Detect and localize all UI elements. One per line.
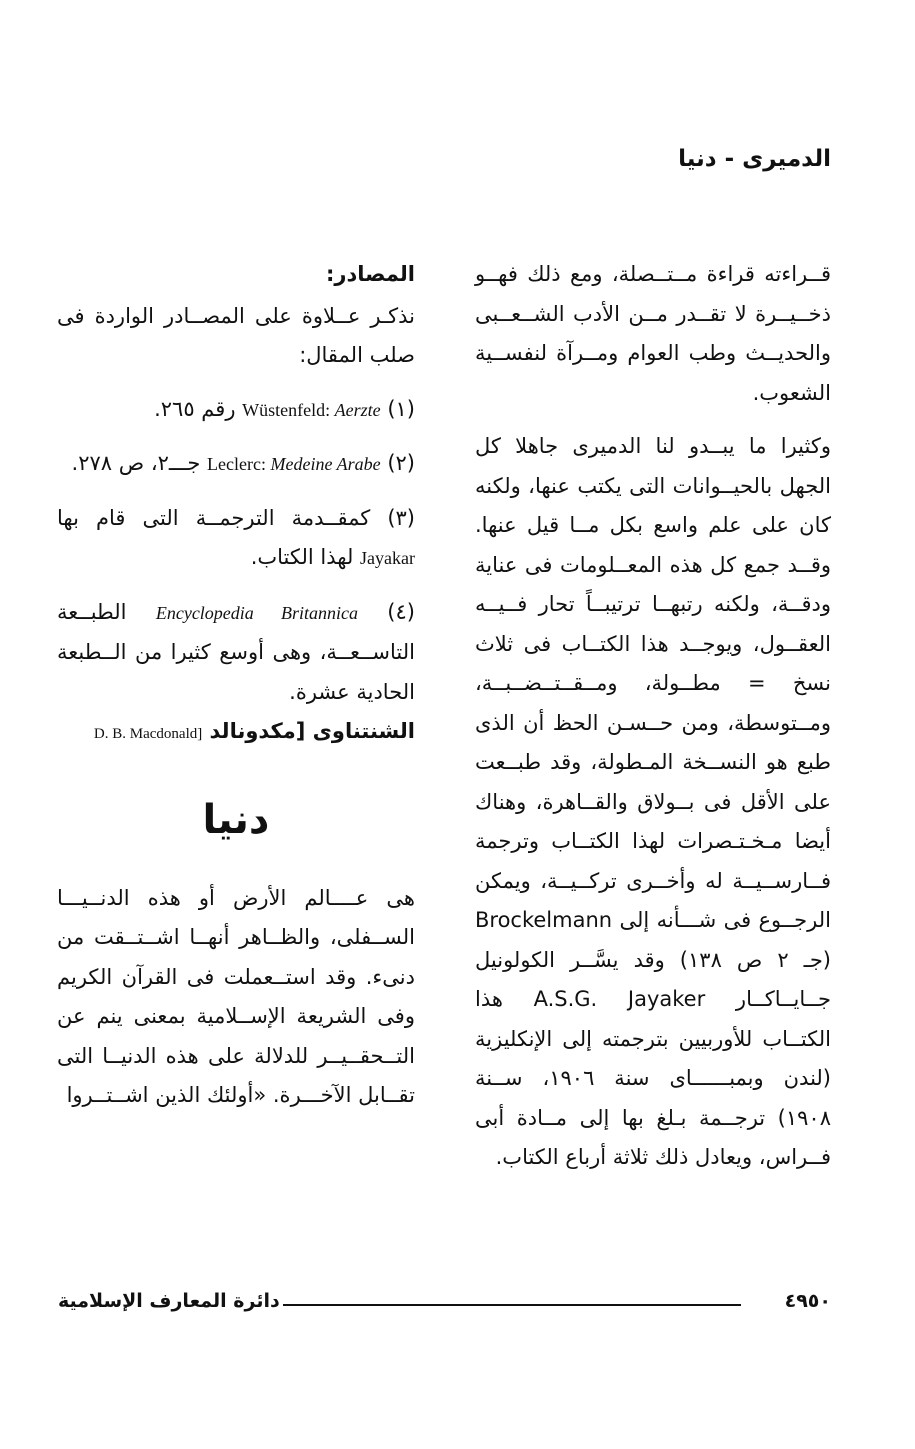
source-number: (٣) [387, 505, 415, 530]
paragraph: قــراءته قراءة مــتــصلة، ومع ذلك فهــو ذخــيــرة لا تقــدر مــن الأدب الشــعــبى والحديــث وطب العوام ومــرآة لنفســية الشعوب. [475, 262, 831, 405]
source-detail: لهذا الكتاب. [250, 545, 354, 569]
article-title: دنيا [202, 796, 270, 843]
source-number: (٢) [387, 451, 415, 475]
source-number: (١) [387, 396, 415, 421]
source-item-3 [57, 499, 415, 579]
source-detail: الطبــعة التاســعــة، وهى أوسع كثيرا من الــطبعة الحادية عشرة. [57, 599, 415, 704]
source-item-1 [57, 390, 415, 431]
article-paragraph: هى عــــالم الأرض أو هذه الدنــيـــا الســفلى، والظــاهر أنهــا اشــتــقت من دنىء. وقد استــعملت فى القرآن الكريم وفى الشريعة الإســلامية بمعنى ينم عن التــحقــيــر للدلالة على هذه الدنيــا التى تقــابل الآخـــرة. «أولئك الذين اشــتــروا [57, 885, 415, 1107]
source-number: (٤) [387, 599, 415, 624]
source-description: كمقــدمة الترجمــة التى قام بها [57, 505, 371, 530]
author-signature [57, 712, 415, 755]
source-detail: رقم ٢٦٥. [154, 396, 236, 421]
right-column [475, 255, 831, 1178]
page-footer [58, 1290, 831, 1320]
footer-rule [283, 1304, 741, 1306]
sources-intro: نذكـر عــلاوة على المصــادر الواردة فى صلب المقال: [57, 303, 415, 367]
source-title: Aerzte [334, 399, 381, 420]
source-title: Medeine Arabe [270, 454, 381, 474]
source-title: Encyclopedia Britannica [155, 602, 358, 623]
source-item-4 [57, 593, 415, 713]
source-author: Jayakar [360, 548, 415, 568]
source-author: Wüstenfeld: [242, 399, 335, 420]
publication-name: دائرة المعارف الإسلامية [58, 1290, 280, 1312]
page-number: ٤٩٥٠ [784, 1290, 831, 1312]
left-column [57, 255, 415, 1116]
paragraph: وكثيرا ما يبــدو لنا الدميرى جاهلا كل الجهل بالحيــوانات التى يكتب عنها، ولكنه كان على علم واسع بكل مــا قيل عنها. وقــد جمع كل هذه المعــلومات فى عناية ودقــة، ولكنه رتبهــا ترتيبــاً تحار فــيــه العقــول، ويوجــد هذا الكتــاب فى ثلاث نسخ = مطــولة، ومــقــتــضــبــة، ومــتوسطة، ومن حــسـن الحظ أن الذى طبع هو النســخة المـطولة، وقد طبــعت على الأقل فى بــولاق والقــاهرة، وهناك أيضا مـخـتـصرات لهذا الكتــاب وترجمة فــارســيــة له وأخــرى تركــيــة، ويمكن الرجــوع فى شـــأنه إلى Brockelmann (جـ ٢ ص ١٣٨) وقد يسَّــر الكولونيل جــايــاكــار A.S.G. Jayaker هذا الكتــاب للأوربيين بترجمته إلى الإنكليزية (لندن وبمبــــــاى سنة ١٩٠٦، ســنة ١٩٠٨) ترجــمة بـلغ بها إلى مــادة أبى فــراس، ويعادل ذلك ثلاثة أرباع الكتاب. [475, 434, 831, 1169]
source-author: Leclerc: [207, 454, 271, 474]
signature-arabic: الشنتناوى [مكدونالد [209, 719, 415, 743]
running-header: الدميرى - دنيا [678, 146, 831, 172]
sources-heading: المصادر: [325, 262, 415, 286]
signature-latin: D. B. Macdonald] [93, 726, 203, 742]
source-detail: جـــ٢، ص ٢٧٨. [71, 451, 201, 475]
source-item-2 [57, 444, 415, 485]
